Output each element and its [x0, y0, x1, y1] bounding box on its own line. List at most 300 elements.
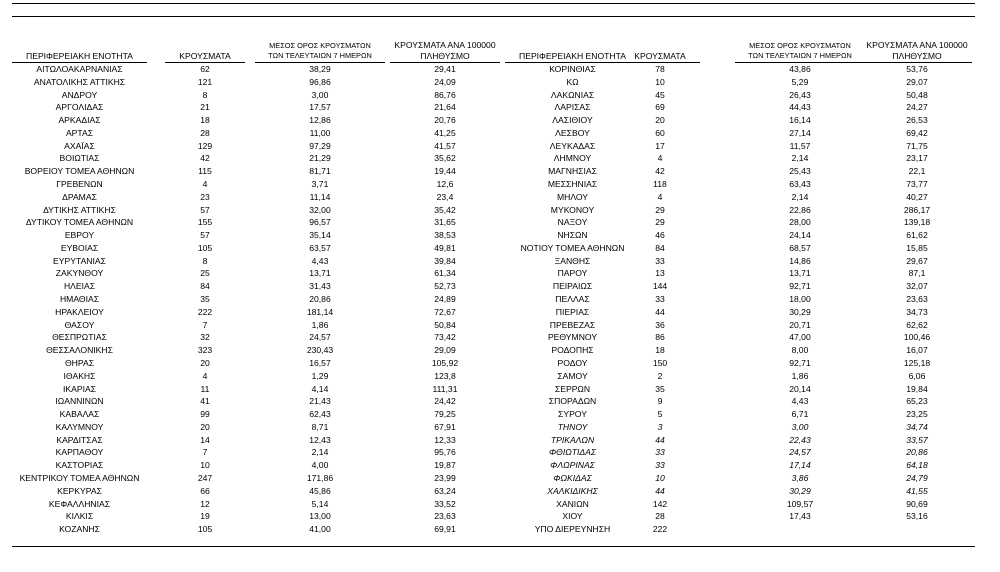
cases-left: 66 — [200, 485, 210, 496]
region-name-right: ΛΑΚΩΝΙΑΣ — [550, 89, 595, 100]
cases-per-100k-left: 35,62 — [434, 153, 456, 164]
avg-7day-right: 25,43 — [789, 166, 811, 177]
region-name-left: ΑΧΑΪΑΣ — [64, 140, 95, 151]
avg-7day-left: 181,14 — [306, 306, 334, 317]
avg-7day-left: 12,86 — [309, 115, 331, 126]
header-region-right: ΠΕΡΙΦΕΡΕΙΑΚΗ ΕΝΟΤΗΤΑ — [519, 51, 626, 61]
cases-per-100k-right: 53,76 — [906, 64, 928, 74]
region-name-right: ΣΕΡΡΩΝ — [554, 383, 591, 394]
table-row — [0, 242, 1000, 255]
avg-7day-right: 30,29 — [789, 306, 811, 317]
region-name-right: ΝΟΤΙΟΥ ΤΟΜΕΑ ΑΘΗΝΩΝ — [520, 242, 625, 253]
header-cases-left: ΚΡΟΥΣΜΑΤΑ — [179, 51, 231, 61]
avg-7day-left: 11,14 — [309, 191, 331, 202]
table-row — [0, 204, 1000, 217]
cases-per-100k-right: 19,84 — [906, 383, 928, 394]
cases-right: 4 — [657, 153, 663, 164]
region-name-right: ΜΕΣΣΗΝΙΑΣ — [547, 179, 598, 190]
cases-right: 3 — [657, 421, 663, 432]
avg-7day-right: 68,57 — [789, 242, 811, 253]
table-row — [0, 395, 1000, 408]
cases-left: 42 — [200, 153, 210, 164]
cases-right: 18 — [655, 345, 665, 356]
cases-per-100k-left: 41,57 — [434, 140, 456, 151]
avg-7day-right: 26,43 — [789, 89, 811, 100]
region-name-left: ΒΟΡΕΙΟΥ ΤΟΜΕΑ ΑΘΗΝΩΝ — [24, 166, 135, 177]
region-name-left: ΑΝΔΡΟΥ — [61, 89, 98, 100]
avg-7day-left: 16,57 — [309, 357, 331, 368]
table-row — [0, 344, 1000, 357]
cases-per-100k-right: 40,27 — [906, 191, 928, 202]
avg-7day-left: 4,00 — [311, 460, 329, 471]
cases-per-100k-left: 24,42 — [434, 396, 456, 407]
cases-right: 35 — [655, 383, 665, 394]
avg-7day-right: 11,57 — [789, 140, 811, 151]
region-name-left: ΑΡΤΑΣ — [65, 127, 94, 138]
cases-left: 11 — [200, 383, 210, 394]
avg-7day-left: 12,43 — [309, 434, 331, 445]
cases-left: 57 — [200, 204, 210, 215]
cases-per-100k-left: 61,34 — [434, 268, 456, 279]
table-row — [0, 127, 1000, 140]
cases-per-100k-left: 41,25 — [434, 127, 456, 138]
cases-right: 144 — [652, 281, 668, 292]
table-row — [0, 383, 1000, 396]
header-avg-left-line1: ΜΕΣΟΣ ΟΡΟΣ ΚΡΟΥΣΜΑΤΩΝ — [269, 41, 371, 50]
cases-per-100k-right: 69,42 — [906, 127, 928, 138]
cases-per-100k-left: 12,6 — [436, 179, 454, 190]
region-name-left: ΕΒΡΟΥ — [64, 230, 95, 241]
region-name-left: ΚΟΖΑΝΗΣ — [59, 524, 100, 535]
cases-per-100k-right: 64,18 — [906, 460, 928, 471]
table-row — [0, 306, 1000, 319]
avg-7day-right: 24,14 — [789, 230, 811, 241]
cases-right: 86 — [655, 332, 665, 343]
cases-left: 12 — [200, 498, 210, 509]
cases-per-100k-right: 61,62 — [906, 230, 928, 241]
region-name-right: ΡΟΔΟΥ — [557, 357, 588, 368]
cases-left: 32 — [200, 332, 210, 343]
cases-per-100k-right: 6,06 — [908, 370, 926, 381]
cases-left: 10 — [200, 460, 210, 471]
region-name-right: ΤΡΙΚΑΛΩΝ — [550, 434, 595, 445]
region-name-right: ΦΘΙΩΤΙΔΑΣ — [548, 447, 597, 458]
cases-left: 7 — [202, 447, 208, 458]
region-name-right: ΣΑΜΟΥ — [557, 370, 588, 381]
cases-left: 7 — [202, 319, 208, 330]
avg-7day-right: 22,43 — [789, 434, 811, 445]
table-row — [0, 165, 1000, 178]
avg-7day-right: 44,43 — [789, 102, 811, 113]
avg-7day-left: 63,57 — [309, 242, 331, 253]
avg-7day-left: 96,57 — [309, 217, 331, 228]
cases-per-100k-left: 19,44 — [434, 166, 456, 177]
header-per-left-line1: ΚΡΟΥΣΜΑΤΑ ΑΝΑ 100000 — [394, 40, 496, 50]
region-name-right: ΝΗΣΩΝ — [557, 230, 588, 241]
avg-7day-right: 20,14 — [789, 383, 811, 394]
region-name-right: ΜΥΚΟΝΟΥ — [550, 204, 595, 215]
region-name-right: ΧΙΟΥ — [562, 511, 583, 522]
region-name-right: ΛΕΣΒΟΥ — [555, 127, 590, 138]
cases-right: 45 — [655, 89, 665, 100]
avg-7day-right: 2,14 — [791, 191, 809, 202]
top-rule-1 — [12, 3, 975, 4]
region-name-right: ΛΕΥΚΑΔΑΣ — [549, 140, 596, 151]
header-cases-right: ΚΡΟΥΣΜΑΤΑ — [634, 51, 686, 61]
region-name-right: ΛΗΜΝΟΥ — [553, 153, 592, 164]
cases-right: 33 — [655, 255, 665, 266]
cases-per-100k-right: 22,1 — [908, 166, 926, 177]
cases-per-100k-right: 24,79 — [906, 472, 928, 483]
cases-right: 78 — [655, 64, 665, 74]
cases-per-100k-right: 26,53 — [906, 115, 928, 126]
avg-7day-left: 62,43 — [309, 409, 331, 420]
region-name-left: ΘΗΡΑΣ — [64, 357, 95, 368]
table-row — [0, 229, 1000, 242]
cases-left: 20 — [200, 421, 210, 432]
region-name-left: ΕΥΒΟΙΑΣ — [60, 242, 99, 253]
region-name-left: ΑΡΓΟΛΙΔΑΣ — [55, 102, 104, 113]
cases-per-100k-left: 123,8 — [434, 370, 456, 381]
cases-left: 99 — [200, 409, 210, 420]
cases-per-100k-right: 33,57 — [906, 434, 928, 445]
region-name-left: ΙΘΑΚΗΣ — [63, 370, 96, 381]
table-row — [0, 459, 1000, 472]
table-row — [0, 293, 1000, 306]
region-name-right: ΝΑΞΟΥ — [557, 217, 588, 228]
region-name-left: ΚΑΒΑΛΑΣ — [59, 409, 100, 420]
cases-per-100k-left: 24,09 — [434, 76, 456, 87]
cases-per-100k-right: 15,85 — [906, 242, 928, 253]
table-row — [0, 370, 1000, 383]
bottom-rule — [12, 546, 975, 547]
cases-right: 33 — [655, 294, 665, 305]
region-name-left: ΒΟΙΩΤΙΑΣ — [59, 153, 100, 164]
region-name-left: ΘΕΣΣΑΛΟΝΙΚΗΣ — [46, 345, 113, 356]
cases-left: 18 — [200, 115, 210, 126]
table-row — [0, 485, 1000, 498]
top-rule-2 — [12, 16, 975, 17]
cases-left: 23 — [200, 191, 210, 202]
region-name-left: ΚΕΡΚΥΡΑΣ — [57, 485, 102, 496]
cases-left: 4 — [202, 179, 208, 190]
cases-per-100k-left: 95,76 — [434, 447, 456, 458]
cases-right: 69 — [655, 102, 665, 113]
region-name-left: ΑΙΤΩΛΟΑΚΑΡΝΑΝΙΑΣ — [36, 64, 123, 74]
cases-per-100k-left: 52,73 — [434, 281, 456, 292]
cases-per-100k-left: 29,41 — [434, 64, 456, 74]
cases-right: 10 — [655, 76, 665, 87]
region-name-left: ΚΕΦΑΛΛΗΝΙΑΣ — [48, 498, 111, 509]
table-row — [0, 63, 1000, 76]
cases-left: 121 — [197, 76, 213, 87]
avg-7day-right: 4,43 — [791, 396, 809, 407]
cases-per-100k-left: 39,84 — [434, 255, 456, 266]
cases-left: 4 — [202, 370, 208, 381]
cases-per-100k-left: 69,91 — [434, 524, 456, 535]
region-name-left: ΑΡΚΑΔΙΑΣ — [58, 115, 101, 126]
region-name-right: ΡΕΘΥΜΝΟΥ — [547, 332, 598, 343]
cases-per-100k-right: 41,55 — [906, 485, 928, 496]
avg-7day-right: 109,57 — [786, 498, 814, 509]
cases-left: 25 — [200, 268, 210, 279]
region-name-right: ΠΕΛΛΑΣ — [555, 294, 590, 305]
avg-7day-left: 2,14 — [311, 447, 329, 458]
header-avg-right-line1: ΜΕΣΟΣ ΟΡΟΣ ΚΡΟΥΣΜΑΤΩΝ — [749, 41, 851, 50]
region-name-left: ΘΕΣΠΡΩΤΙΑΣ — [52, 332, 107, 343]
region-name-right: ΠΙΕΡΙΑΣ — [555, 306, 590, 317]
avg-7day-right: 28,00 — [789, 217, 811, 228]
cases-right: 42 — [655, 166, 665, 177]
table-row — [0, 255, 1000, 268]
header-per-right-line1: ΚΡΟΥΣΜΑΤΑ ΑΝΑ 100000 — [866, 40, 968, 50]
cases-per-100k-left: 31,65 — [434, 217, 456, 228]
cases-per-100k-right: 16,07 — [906, 345, 928, 356]
avg-7day-left: 13,00 — [309, 511, 331, 522]
region-name-right: ΚΟΡΙΝΘΙΑΣ — [549, 64, 596, 74]
avg-7day-left: 41,00 — [309, 524, 331, 535]
region-name-left: ΚΕΝΤΡΙΚΟΥ ΤΟΜΕΑ ΑΘΗΝΩΝ — [19, 472, 140, 483]
table-row — [0, 446, 1000, 459]
avg-7day-left: 45,86 — [309, 485, 331, 496]
table-row — [0, 331, 1000, 344]
avg-7day-left: 97,29 — [309, 140, 331, 151]
table-row — [0, 523, 1000, 536]
cases-right: 2 — [657, 370, 663, 381]
region-name-right: ΜΗΛΟΥ — [556, 191, 589, 202]
avg-7day-right: 24,57 — [789, 447, 811, 458]
cases-right: 44 — [655, 485, 665, 496]
region-name-right: ΣΠΟΡΑΔΩΝ — [548, 396, 597, 407]
header-per-right-line2: ΠΛΗΘΥΣΜΟ — [892, 51, 942, 61]
cases-left: 247 — [197, 472, 213, 483]
cases-per-100k-right: 71,75 — [906, 140, 928, 151]
cases-per-100k-left: 21,64 — [434, 102, 456, 113]
region-name-left: ΚΑΡΠΑΘΟΥ — [55, 447, 104, 458]
region-name-left: ΚΙΛΚΙΣ — [65, 511, 94, 522]
region-name-left: ΖΑΚΥΝΘΟΥ — [55, 268, 104, 279]
avg-7day-left: 230,43 — [306, 345, 334, 356]
cases-left: 155 — [197, 217, 213, 228]
avg-7day-left: 24,57 — [309, 332, 331, 343]
cases-per-100k-left: 29,09 — [434, 345, 456, 356]
avg-7day-left: 8,71 — [311, 421, 329, 432]
cases-left: 129 — [197, 140, 213, 151]
region-name-right: ΧΑΝΙΩΝ — [556, 498, 589, 509]
table-row — [0, 178, 1000, 191]
cases-right: 46 — [655, 230, 665, 241]
cases-per-100k-right: 100,46 — [903, 332, 931, 343]
cases-left: 222 — [197, 306, 213, 317]
avg-7day-right: 14,86 — [789, 255, 811, 266]
cases-right: 142 — [652, 498, 668, 509]
region-name-right: ΠΡΕΒΕΖΑΣ — [549, 319, 596, 330]
table-row — [0, 472, 1000, 485]
cases-per-100k-left: 23,99 — [434, 472, 456, 483]
avg-7day-right: 16,14 — [789, 115, 811, 126]
header-region-left: ΠΕΡΙΦΕΡΕΙΑΚΗ ΕΝΟΤΗΤΑ — [26, 51, 133, 61]
avg-7day-left: 31,43 — [309, 281, 331, 292]
avg-7day-left: 3,00 — [311, 89, 329, 100]
cases-left: 84 — [200, 281, 210, 292]
cases-right: 17 — [655, 140, 665, 151]
cases-left: 41 — [200, 396, 210, 407]
avg-7day-right: 92,71 — [789, 357, 811, 368]
region-name-left: ΔΡΑΜΑΣ — [62, 191, 97, 202]
cases-right: 36 — [655, 319, 665, 330]
avg-7day-right: 47,00 — [789, 332, 811, 343]
avg-7day-right: 18,00 — [789, 294, 811, 305]
cases-per-100k-right: 29,67 — [906, 255, 928, 266]
cases-per-100k-left: 67,91 — [434, 421, 456, 432]
cases-right: 33 — [655, 460, 665, 471]
region-name-right: ΦΛΩΡΙΝΑΣ — [550, 460, 595, 471]
region-name-right: ΣΥΡΟΥ — [558, 409, 587, 420]
region-name-left: ΔΥΤΙΚΗΣ ΑΤΤΙΚΗΣ — [43, 204, 116, 215]
cases-per-100k-left: 12,33 — [434, 434, 456, 445]
table-row — [0, 280, 1000, 293]
avg-7day-right: 2,14 — [791, 153, 809, 164]
avg-7day-right: 17,43 — [789, 511, 811, 522]
avg-7day-right: 13,71 — [789, 268, 811, 279]
cases-per-100k-right: 53,16 — [906, 511, 928, 522]
cases-per-100k-right: 125,18 — [903, 357, 931, 368]
cases-left: 8 — [202, 255, 208, 266]
avg-7day-right: 3,86 — [791, 472, 809, 483]
cases-left: 323 — [197, 345, 213, 356]
avg-7day-right: 6,71 — [791, 409, 809, 420]
avg-7day-left: 20,86 — [309, 294, 331, 305]
cases-per-100k-right: 65,23 — [906, 396, 928, 407]
avg-7day-left: 32,00 — [309, 204, 331, 215]
cases-right: 44 — [655, 306, 665, 317]
table-row — [0, 89, 1000, 102]
cases-per-100k-right: 29,07 — [906, 76, 928, 87]
header-per-left-line2: ΠΛΗΘΥΣΜΟ — [420, 51, 470, 61]
cases-per-100k-right: 50,48 — [906, 89, 928, 100]
cases-right: 33 — [655, 447, 665, 458]
cases-per-100k-right: 23,25 — [906, 409, 928, 420]
cases-left: 19 — [200, 511, 210, 522]
cases-right: 28 — [655, 511, 665, 522]
table-row — [0, 408, 1000, 421]
region-name-left: ΕΥΡΥΤΑΝΙΑΣ — [53, 255, 106, 266]
avg-7day-left: 1,86 — [311, 319, 329, 330]
avg-7day-right: 8,00 — [791, 345, 809, 356]
cases-per-100k-left: 19,87 — [434, 460, 456, 471]
region-name-left: ΑΝΑΤΟΛΙΚΗΣ ΑΤΤΙΚΗΣ — [33, 76, 126, 87]
region-name-right: ΚΩ — [566, 76, 579, 87]
avg-7day-right: 43,86 — [789, 64, 811, 74]
avg-7day-left: 3,71 — [311, 179, 329, 190]
region-name-left: ΔΥΤΙΚΟΥ ΤΟΜΕΑ ΑΘΗΝΩΝ — [25, 217, 134, 228]
region-name-right: ΜΑΓΝΗΣΙΑΣ — [548, 166, 597, 177]
avg-7day-right: 22,86 — [789, 204, 811, 215]
region-name-left: ΗΜΑΘΙΑΣ — [59, 294, 100, 305]
cases-right: 5 — [657, 409, 663, 420]
avg-7day-left: 21,29 — [309, 153, 331, 164]
cases-per-100k-right: 23,63 — [906, 294, 928, 305]
table-row — [0, 216, 1000, 229]
region-name-left: ΗΛΕΙΑΣ — [63, 281, 96, 292]
cases-left: 35 — [200, 294, 210, 305]
header-avg-right-line2: ΤΩΝ ΤΕΛΕΥΤΑΙΩΝ 7 ΗΜΕΡΩΝ — [748, 51, 852, 60]
region-name-right: ΛΑΡΙΣΑΣ — [554, 102, 591, 113]
cases-left: 20 — [200, 357, 210, 368]
cases-per-100k-left: 63,24 — [434, 485, 456, 496]
avg-7day-left: 96,86 — [309, 76, 331, 87]
region-name-right: ΠΕΙΡΑΙΩΣ — [552, 281, 593, 292]
cases-per-100k-left: 49,81 — [434, 242, 456, 253]
table-row — [0, 421, 1000, 434]
region-name-right: ΞΑΝΘΗΣ — [554, 255, 591, 266]
region-name-right: ΠΑΡΟΥ — [557, 268, 588, 279]
cases-right: 29 — [655, 217, 665, 228]
region-name-left: ΚΑΣΤΟΡΙΑΣ — [55, 460, 104, 471]
cases-left: 28 — [200, 127, 210, 138]
avg-7day-right: 27,14 — [789, 127, 811, 138]
cases-per-100k-left: 73,42 — [434, 332, 456, 343]
table-row — [0, 114, 1000, 127]
header-avg-left-line2: ΤΩΝ ΤΕΛΕΥΤΑΙΩΝ 7 ΗΜΕΡΩΝ — [268, 51, 372, 60]
region-name-right: ΛΑΣΙΘΙΟΥ — [552, 115, 593, 126]
cases-right: 13 — [655, 268, 665, 279]
avg-7day-left: 5,14 — [311, 498, 329, 509]
region-name-left: ΗΡΑΚΛΕΙΟΥ — [55, 306, 104, 317]
cases-right: 150 — [652, 357, 668, 368]
cases-per-100k-left: 111,31 — [432, 383, 458, 394]
cases-right: 118 — [653, 179, 667, 190]
table-row — [0, 267, 1000, 280]
avg-7day-left: 171,86 — [306, 472, 334, 483]
cases-right: 10 — [655, 472, 665, 483]
avg-7day-right: 17,14 — [789, 460, 811, 471]
cases-right: 9 — [657, 396, 663, 407]
cases-per-100k-left: 20,76 — [434, 115, 456, 126]
cases-per-100k-right: 24,27 — [906, 102, 928, 113]
avg-7day-left: 11,00 — [309, 127, 331, 138]
cases-right: 44 — [655, 434, 665, 445]
region-name-left: ΓΡΕΒΕΝΩΝ — [56, 179, 103, 190]
cases-right: 29 — [655, 204, 665, 215]
cases-per-100k-right: 20,86 — [906, 447, 928, 458]
region-name-right: ΤΗΝΟΥ — [557, 421, 588, 432]
table-row — [0, 76, 1000, 89]
table-row — [0, 434, 1000, 447]
avg-7day-left: 4,14 — [311, 383, 329, 394]
cases-right: 4 — [657, 191, 663, 202]
avg-7day-left: 4,43 — [311, 255, 329, 266]
avg-7day-left: 1,29 — [311, 370, 329, 381]
avg-7day-left: 17,57 — [309, 102, 331, 113]
table-row — [0, 357, 1000, 370]
avg-7day-right: 1,86 — [791, 370, 809, 381]
cases-left: 62 — [200, 64, 210, 74]
cases-right: 84 — [655, 242, 665, 253]
cases-per-100k-right: 34,73 — [906, 306, 928, 317]
table-row — [0, 191, 1000, 204]
cases-per-100k-left: 33,52 — [434, 498, 456, 509]
cases-per-100k-right: 90,69 — [906, 498, 928, 509]
cases-per-100k-left: 24,89 — [434, 294, 456, 305]
avg-7day-right: 92,71 — [789, 281, 811, 292]
cases-per-100k-left: 23,4 — [436, 191, 454, 202]
region-name-right: ΡΟΔΟΠΗΣ — [551, 345, 594, 356]
avg-7day-right: 5,29 — [791, 76, 809, 87]
cases-per-100k-left: 79,25 — [434, 409, 456, 420]
cases-per-100k-right: 139,18 — [903, 217, 931, 228]
region-name-left: ΚΑΛΥΜΝΟΥ — [55, 421, 104, 432]
